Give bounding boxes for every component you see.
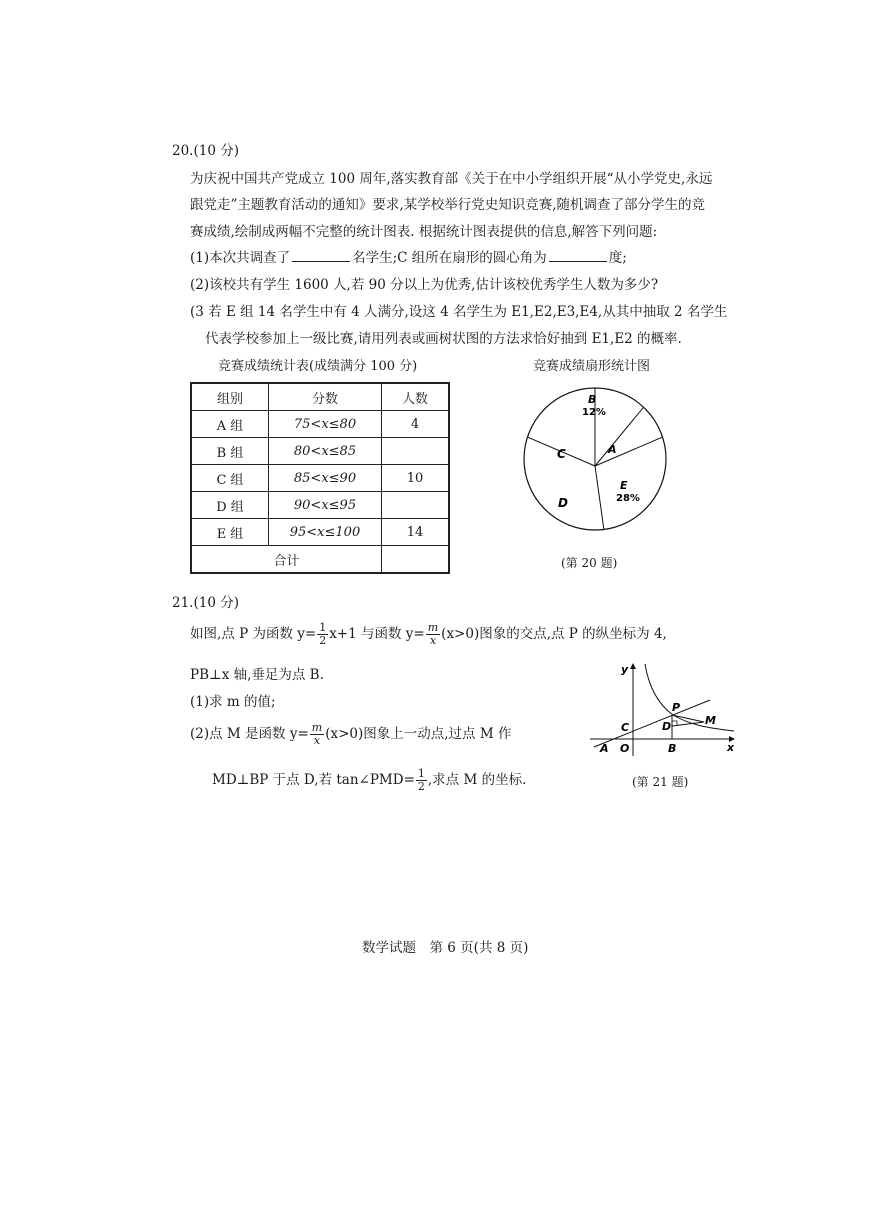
table-row — [191, 411, 449, 438]
q20-intro-line3: 赛成绩,绘制成两幅不完整的统计图表. 根据统计图表提供的信息,解答下列问题: — [190, 224, 658, 240]
q21-graph — [588, 660, 738, 760]
q21-figure-caption: (第 21 题) — [632, 775, 689, 789]
cell-range: 75<x≤80 — [269, 411, 382, 438]
q21-points: (10 分) — [193, 595, 239, 611]
q20-part1-c: 度; — [608, 250, 627, 266]
cell-range: 85<x≤90 — [269, 465, 382, 492]
q20-part1-b: 名学生;C 组所在扇形的圆心角为 — [352, 250, 547, 266]
table-total-row — [191, 546, 449, 574]
q20-part1-a: (1)本次共调查了 — [190, 250, 291, 266]
pie-label-a: A — [608, 443, 617, 456]
pie-label-c: C — [557, 447, 566, 461]
cell-count: 4 — [382, 411, 450, 438]
answer-blank-2[interactable] — [549, 249, 607, 262]
table-header-row — [191, 383, 449, 411]
fraction-m-over-x — [426, 622, 440, 647]
q20-figure-caption: (第 20 题) — [561, 556, 618, 570]
fraction-m-over-x — [310, 722, 324, 747]
fraction-denominator: x — [429, 634, 437, 647]
header-count: 人数 — [382, 383, 450, 411]
q20-number: 20. — [172, 143, 194, 159]
fraction-one-half — [317, 622, 328, 647]
answer-blank-1[interactable] — [292, 249, 350, 262]
q20-header — [172, 139, 239, 159]
label-o: O — [620, 742, 630, 755]
q21-part2-a: (2)点 M 是函数 y= — [190, 726, 309, 742]
page-footer: 数学试题 第 6 页(共 8 页) — [362, 940, 529, 956]
q21-intro-b: x+1 与函数 y= — [329, 626, 425, 642]
table-row — [191, 492, 449, 519]
cell-total-value — [382, 546, 450, 574]
table-row — [191, 519, 449, 546]
q20-part3-line2: 代表学校参加上一级比赛,请用列表或画树状图的方法求恰好抽到 E1,E2 的概率. — [205, 331, 682, 347]
fraction-numerator: 1 — [319, 621, 327, 634]
pie-label-d: D — [558, 496, 568, 510]
label-d: D — [662, 720, 672, 733]
fraction-numerator: m — [311, 721, 323, 734]
cell-group: B 组 — [191, 438, 269, 465]
q21-part2-line2-a: MD⊥BP 于点 D,若 tan∠PMD= — [212, 772, 415, 788]
q21-part2-b: (x>0)图象上一动点,过点 M 作 — [325, 726, 512, 742]
cell-range: 90<x≤95 — [269, 492, 382, 519]
cell-count — [382, 438, 450, 465]
label-c: C — [621, 721, 630, 734]
q21-number: 21. — [172, 595, 194, 611]
table-title: 竞赛成绩统计表(成绩满分 100 分) — [218, 359, 418, 374]
q20-intro-line1: 为庆祝中国共产党成立 100 周年,落实教育部《关于在中小学组织开展“从小学党史,永远 — [190, 171, 713, 187]
label-x: x — [727, 741, 735, 754]
label-y: y — [621, 663, 629, 676]
table-row — [191, 438, 449, 465]
cell-group: C 组 — [191, 465, 269, 492]
header-range: 分数 — [269, 383, 382, 411]
q21-line2: PB⊥x 轴,垂足为点 B. — [190, 667, 324, 683]
q21-intro-c: (x>0)图象的交点,点 P 的纵坐标为 4, — [441, 626, 667, 642]
cell-range: 95<x≤100 — [269, 519, 382, 546]
label-b: B — [668, 742, 677, 755]
cell-range: 80<x≤85 — [269, 438, 382, 465]
cell-count — [382, 492, 450, 519]
q21-part2-line1 — [190, 722, 511, 747]
q21-part1: (1)求 m 的值; — [190, 694, 276, 710]
cell-total-label: 合计 — [191, 546, 382, 574]
header-group: 组别 — [191, 383, 269, 411]
fraction-denominator: 2 — [319, 634, 327, 647]
cell-count: 10 — [382, 465, 450, 492]
q21-header — [172, 591, 239, 611]
fraction-denominator: 2 — [417, 780, 425, 793]
label-m: M — [705, 714, 716, 727]
table-row — [191, 465, 449, 492]
q20-part1 — [190, 246, 627, 266]
pie-label-b: B — [588, 393, 597, 406]
fraction-denominator: x — [313, 734, 321, 747]
q21-part2-line2 — [212, 768, 526, 793]
pie-label-b-percent: 12% — [582, 407, 606, 418]
pie-chart — [520, 384, 670, 534]
q20-intro-line2: 跟党走”主题教育活动的通知》要求,某学校举行党史知识竞赛,随机调查了部分学生的竞 — [190, 197, 705, 213]
q20-part2: (2)该校共有学生 1600 人,若 90 分以上为优秀,估计该校优秀学生人数为多少? — [190, 277, 659, 293]
score-table — [190, 382, 450, 574]
cell-group: D 组 — [191, 492, 269, 519]
pie-title: 竞赛成绩扇形统计图 — [533, 359, 651, 374]
cell-group: A 组 — [191, 411, 269, 438]
fraction-numerator: m — [427, 621, 439, 634]
q21-intro-a: 如图,点 P 为函数 y= — [190, 626, 317, 642]
fraction-one-half — [416, 768, 427, 793]
q20-part3-line1: (3 若 E 组 14 名学生中有 4 人满分,设这 4 名学生为 E1,E2,E3,E4,从其中抽取 2 名学生 — [190, 304, 728, 320]
q21-part2-line2-b: ,求点 M 的坐标. — [427, 772, 527, 788]
label-p: P — [672, 701, 681, 714]
pie-label-e: E — [620, 479, 628, 492]
q21-intro — [190, 622, 667, 647]
label-a: A — [600, 742, 609, 755]
q20-points: (10 分) — [193, 143, 239, 159]
cell-count: 14 — [382, 519, 450, 546]
cell-group: E 组 — [191, 519, 269, 546]
fraction-numerator: 1 — [417, 767, 425, 780]
pie-label-e-percent: 28% — [616, 493, 640, 504]
